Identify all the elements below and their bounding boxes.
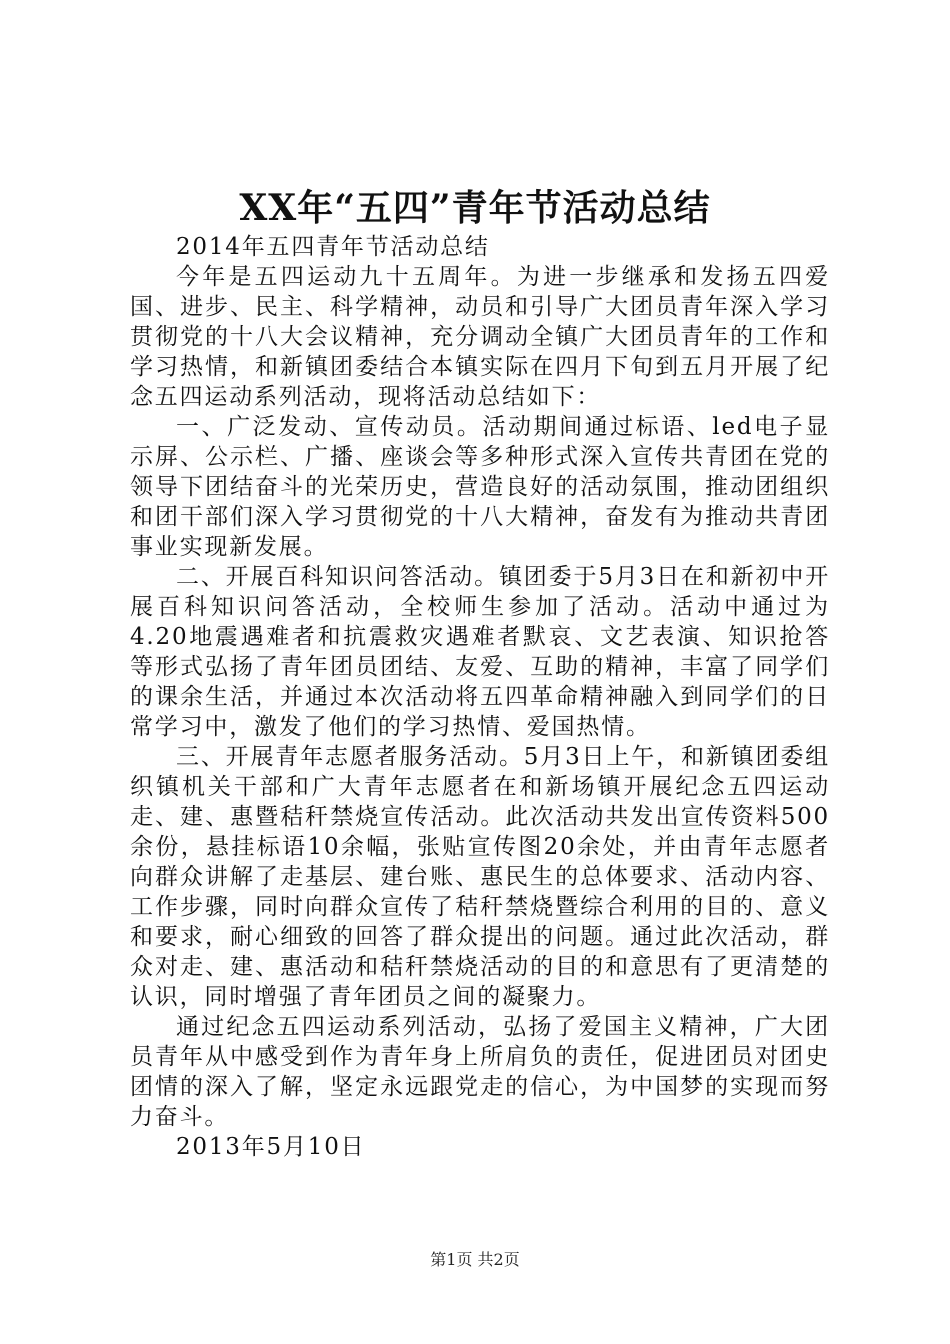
conclusion-paragraph: 通过纪念五四运动系列活动，弘扬了爱国主义精神，广大团员青年从中感受到作为青年身上所肩负的责任，促进团员对团史团情的深入了解，坚定永远跟党走的信心，为中国梦的实现而努力奋斗。 (130, 1014, 830, 1130)
section-three-paragraph: 三、开展青年志愿者服务活动。5月3日上午，和新镇团委组织镇机关干部和广大青年志愿者在和新场镇开展纪念五四运动走、建、惠暨秸秆禁烧宣传活动。此次活动共发出宣传资料500余份，悬挂标语10余幅，张贴宣传图20余处，并由青年志愿者向群众讲解了走基层、建台账、惠民生的总体要求、活动内容、工作步骤，同时向群众宣传了秸秆禁烧暨综合利用的目的、意义和要求，耐心细致的回答了群众提出的问题。通过此次活动，群众对走、建、惠活动和秸秆禁烧活动的目的和意思有了更清楚的认识，同时增强了青年团员之间的凝聚力。 (130, 744, 830, 1010)
subtitle-paragraph: 2014年五四青年节活动总结 (176, 234, 490, 260)
date-paragraph: 2013年5月10日 (176, 1134, 366, 1160)
section-two-paragraph: 二、开展百科知识问答活动。镇团委于5月3日在和新初中开展百科知识问答活动，全校师生参加了活动。活动中通过为4.20地震遇难者和抗震救灾遇难者默哀、文艺表演、知识抢答等形式弘扬了青年团员团结、友爱、互助的精神，丰富了同学们的课余生活，并通过本次活动将五四革命精神融入到同学们的日常学习中，激发了他们的学习热情、爱国热情。 (130, 564, 830, 740)
document-body (130, 232, 830, 1162)
section-one-paragraph: 一、广泛发动、宣传动员。活动期间通过标语、led电子显示屏、公示栏、广播、座谈会等多种形式深入宣传共青团在党的领导下团结奋斗的光荣历史，营造良好的活动氛围，推动团组织和团干部们深入学习贯彻党的十八大精神，奋发有为推动共青团事业实现新发展。 (130, 414, 830, 560)
intro-paragraph: 今年是五四运动九十五周年。为进一步继承和发扬五四爱国、进步、民主、科学精神，动员和引导广大团员青年深入学习贯彻党的十八大会议精神，充分调动全镇广大团员青年的工作和学习热情，和新镇团委结合本镇实际在四月下旬到五月开展了纪念五四运动系列活动，现将活动总结如下： (130, 264, 830, 410)
page-footer: 第1页 共2页 (430, 1250, 520, 1269)
document-title: XX年“五四”青年节活动总结 (239, 187, 711, 229)
